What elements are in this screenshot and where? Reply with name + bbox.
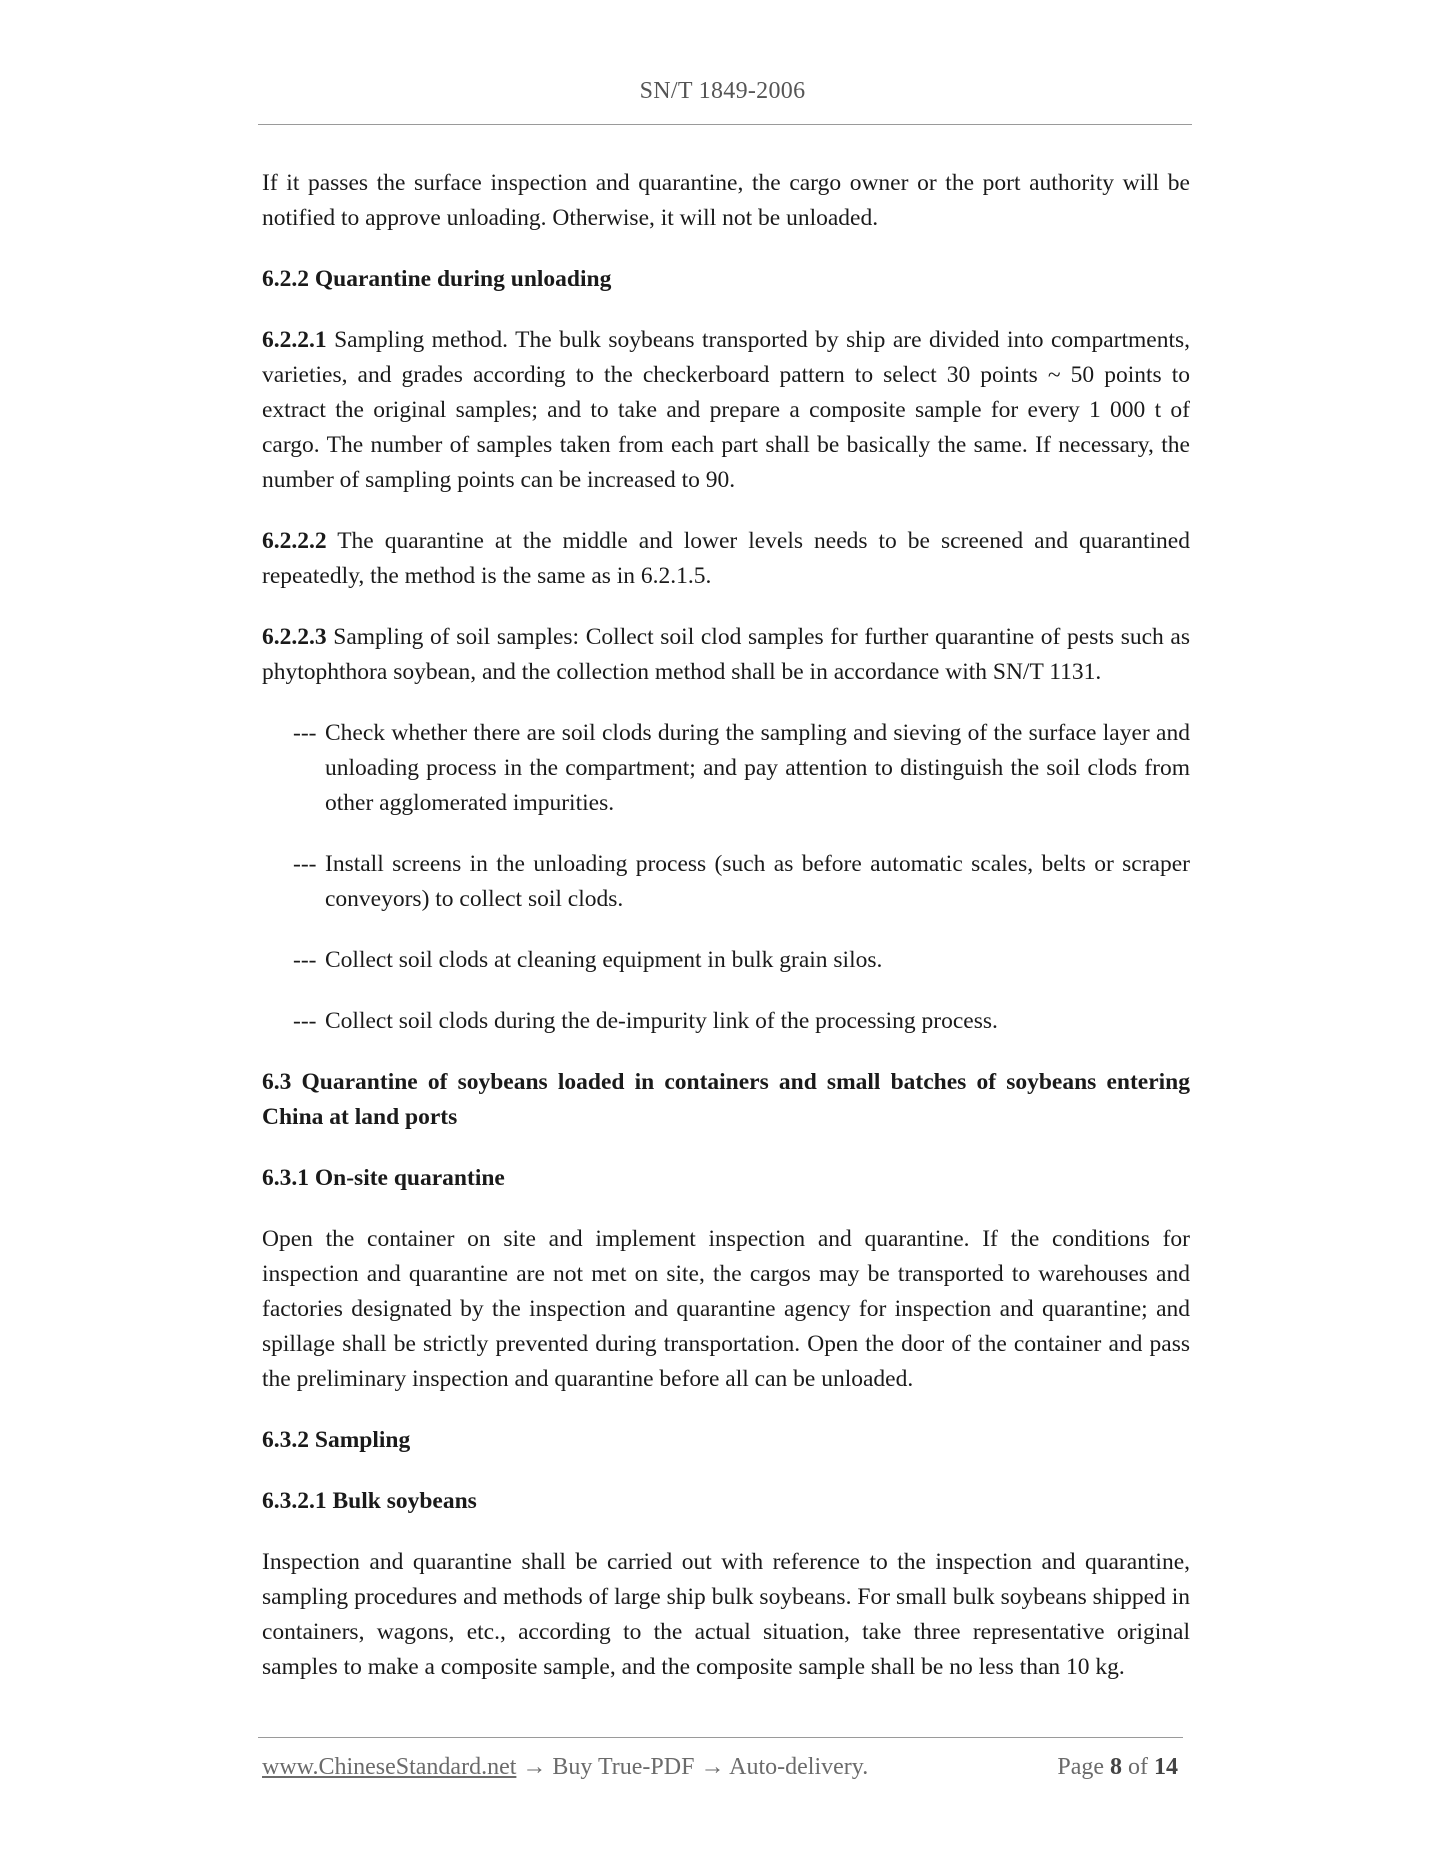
list-item-text: Collect soil clods during the de-impurity link of the processing process. xyxy=(325,1008,998,1034)
of-label: of xyxy=(1128,1754,1148,1780)
page-body xyxy=(262,166,1190,1711)
paragraph-bulk-soybeans: Inspection and quarantine shall be carried out with reference to the inspection and quarantine, sampling procedures and methods of large ship bulk soybeans. For small bulk soybeans shipped in containers, wagons, etc., according to the actual situation, take three representative original samples to make a composite sample, and the composite sample shall be no less than 10 kg. xyxy=(262,1549,1190,1680)
bullet-dash: --- xyxy=(293,947,317,973)
list-item xyxy=(293,943,1190,978)
clause-number: 6.2.2.3 xyxy=(262,624,327,650)
list-item-text: Check whether there are soil clods during the sampling and sieving of the surface layer and unloading process in the compartment; and pay attention to distinguish the soil clods from other agglomerated impurities. xyxy=(325,720,1190,816)
heading-6-2-2: 6.2.2 Quarantine during unloading xyxy=(262,266,612,292)
auto-delivery-text: Auto-delivery. xyxy=(729,1754,869,1780)
clause-text: The quarantine at the middle and lower levels needs to be screened and quarantined repeatedly, the method is the same as in 6.2.1.5. xyxy=(262,528,1190,589)
heading-6-3-1: 6.3.1 On-site quarantine xyxy=(262,1165,505,1191)
list-item xyxy=(293,716,1190,821)
heading-6-3-2-1: 6.3.2.1 Bulk soybeans xyxy=(262,1488,477,1514)
buy-true-pdf-text: Buy True-PDF xyxy=(552,1754,695,1780)
clause-6-2-2-1 xyxy=(262,323,1190,498)
arrow-right-icon: → xyxy=(522,1754,547,1780)
list-item xyxy=(293,1004,1190,1039)
website-link[interactable]: www.ChineseStandard.net xyxy=(262,1754,517,1780)
clause-number: 6.2.2.2 xyxy=(262,528,327,554)
current-page: 8 xyxy=(1110,1754,1122,1780)
list-item-text: Collect soil clods at cleaning equipment in bulk grain silos. xyxy=(325,947,883,973)
clause-number: 6.2.2.1 xyxy=(262,327,327,353)
bullet-dash: --- xyxy=(293,1008,317,1034)
clause-6-2-2-2 xyxy=(262,524,1190,594)
page-number xyxy=(1057,1754,1178,1781)
paragraph-unloading-approval: If it passes the surface inspection and quarantine, the cargo owner or the port authority will be notified to approve unloading. Otherwise, it will not be unloaded. xyxy=(262,170,1190,231)
footer-divider xyxy=(258,1737,1183,1738)
bullet-dash: --- xyxy=(293,720,317,746)
heading-6-3: 6.3 Quarantine of soybeans loaded in containers and small batches of soybeans entering China at land ports xyxy=(262,1069,1190,1130)
clause-6-2-2-3 xyxy=(262,620,1190,690)
page-label: Page xyxy=(1057,1754,1104,1780)
clause-text: Sampling method. The bulk soybeans transported by ship are divided into compartments, varieties, and grades according to the checkerboard pattern to select 30 points ~ 50 points to extract the original samples; and to take and prepare a composite sample for every 1 000 t of cargo. The number of samples taken from each part shall be basically the same. If necessary, the number of sampling points can be increased to 90. xyxy=(262,327,1190,493)
header-doc-id: SN/T 1849-2006 xyxy=(639,78,806,104)
arrow-right-icon: → xyxy=(700,1754,725,1780)
footer-promo xyxy=(262,1754,868,1781)
list-item-text: Install screens in the unloading process (such as before automatic scales, belts or scraper conveyors) to collect soil clods. xyxy=(325,851,1190,912)
list-item xyxy=(293,847,1190,917)
total-pages: 14 xyxy=(1154,1754,1178,1780)
paragraph-on-site-quarantine: Open the container on site and implement inspection and quarantine. If the conditions for inspection and quarantine are not met on site, the cargos may be transported to warehouses and factories designated by the inspection and quarantine agency for inspection and quarantine; and spillage shall be strictly prevented during transportation. Open the door of the container and pass the preliminary inspection and quarantine before all can be unloaded. xyxy=(262,1226,1190,1392)
clause-text: Sampling of soil samples: Collect soil clod samples for further quarantine of pests such as phytophthora soybean, and the collection method shall be in accordance with SN/T 1131. xyxy=(262,624,1190,685)
bullet-dash: --- xyxy=(293,851,317,877)
heading-6-3-2: 6.3.2 Sampling xyxy=(262,1427,411,1453)
header-divider xyxy=(258,124,1192,125)
